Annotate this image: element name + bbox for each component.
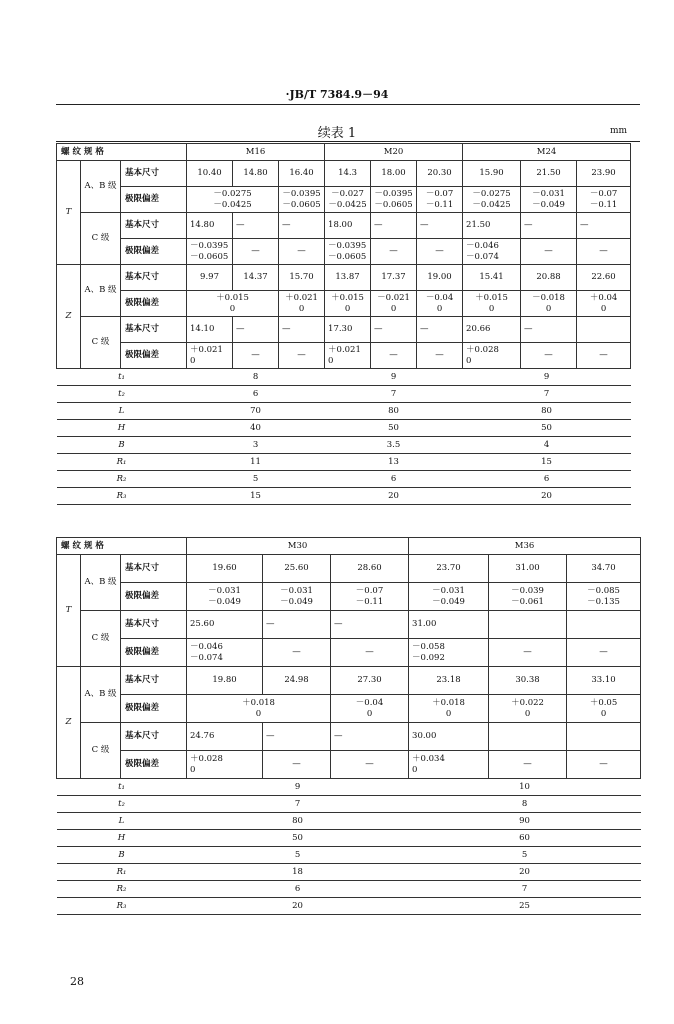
deviation-cell: — bbox=[567, 751, 641, 779]
dimension-label: R₃ bbox=[57, 898, 187, 915]
spec-header: 螺 纹 规 格 bbox=[57, 144, 187, 161]
basic-size-cell: 17.30 bbox=[325, 317, 371, 343]
dimension-value: 9 bbox=[463, 369, 631, 386]
basic-size-cell: 14.80 bbox=[187, 213, 233, 239]
table-row bbox=[57, 213, 631, 239]
deviation-label: 极限偏差 bbox=[121, 639, 187, 667]
deviation-cell: ＋0.015 0 bbox=[463, 291, 521, 317]
table-row bbox=[57, 144, 631, 161]
deviation-cell: －0.04 0 bbox=[417, 291, 463, 317]
deviation-cell: －0.085 －0.135 bbox=[567, 583, 641, 611]
deviation-cell: ＋0.022 0 bbox=[489, 695, 567, 723]
deviation-cell: — bbox=[577, 343, 631, 369]
table-row bbox=[57, 471, 631, 488]
deviation-cell: — bbox=[233, 239, 279, 265]
basic-size-cell: — bbox=[521, 317, 577, 343]
page-number: 28 bbox=[70, 975, 84, 988]
standard-header: ·JB/T 7384.9－94 bbox=[285, 88, 389, 101]
dimension-value: 18 bbox=[187, 864, 409, 881]
dimension-value: 50 bbox=[325, 420, 463, 437]
basic-size-cell: 20.66 bbox=[463, 317, 521, 343]
grade-c-label: C 级 bbox=[81, 317, 121, 369]
table-row bbox=[57, 386, 631, 403]
dimension-label: H bbox=[57, 830, 187, 847]
dimension-value: 10 bbox=[409, 779, 641, 796]
basic-size-cell bbox=[489, 611, 567, 639]
table-row bbox=[57, 751, 641, 779]
dimension-value: 60 bbox=[409, 830, 641, 847]
deviation-cell: －0.031 －0.049 bbox=[409, 583, 489, 611]
grade-ab-label: A、B 级 bbox=[81, 265, 121, 317]
dimension-value: 40 bbox=[187, 420, 325, 437]
dimension-value: 15 bbox=[463, 454, 631, 471]
basic-size-cell: 22.60 bbox=[577, 265, 631, 291]
dimension-value: 7 bbox=[463, 386, 631, 403]
deviation-label: 极限偏差 bbox=[121, 751, 187, 779]
deviation-cell: －0.031 －0.049 bbox=[187, 583, 263, 611]
header-rule bbox=[56, 104, 640, 105]
deviation-cell: — bbox=[371, 343, 417, 369]
dimension-value: 50 bbox=[187, 830, 409, 847]
dimension-label: B bbox=[57, 847, 187, 864]
basic-size-cell: — bbox=[331, 611, 409, 639]
deviation-label: 极限偏差 bbox=[121, 239, 187, 265]
table-row bbox=[57, 611, 641, 639]
table-row bbox=[57, 161, 631, 187]
deviation-cell: ＋0.028 0 bbox=[463, 343, 521, 369]
basic-size-cell bbox=[567, 611, 641, 639]
deviation-cell: ＋0.034 0 bbox=[409, 751, 489, 779]
dimension-label: R₃ bbox=[57, 488, 187, 505]
deviation-cell: －0.07 －0.11 bbox=[577, 187, 631, 213]
basic-size-cell: 20.30 bbox=[417, 161, 463, 187]
basic-size-cell: 17.37 bbox=[371, 265, 417, 291]
basic-size-cell: 10.40 bbox=[187, 161, 233, 187]
table-row bbox=[57, 454, 631, 471]
dimension-label: R₁ bbox=[57, 864, 187, 881]
deviation-cell: ＋0.04 0 bbox=[577, 291, 631, 317]
deviation-cell: －0.031 －0.049 bbox=[263, 583, 331, 611]
dimension-label: H bbox=[57, 420, 187, 437]
deviation-cell: — bbox=[489, 639, 567, 667]
deviation-cell: ＋0.028 0 bbox=[187, 751, 263, 779]
dimension-value: 13 bbox=[325, 454, 463, 471]
deviation-cell: — bbox=[371, 239, 417, 265]
basic-size-cell: 15.90 bbox=[463, 161, 521, 187]
basic-size-cell: 24.98 bbox=[263, 667, 331, 695]
deviation-cell: －0.0395 －0.0605 bbox=[325, 239, 371, 265]
table-row bbox=[57, 555, 641, 583]
dimension-label: R₂ bbox=[57, 881, 187, 898]
basic-size-cell: 19.00 bbox=[417, 265, 463, 291]
basic-size-cell: 25.60 bbox=[187, 611, 263, 639]
dimension-value: 6 bbox=[187, 881, 409, 898]
dimension-value: 7 bbox=[187, 796, 409, 813]
deviation-cell: ＋0.05 0 bbox=[567, 695, 641, 723]
basic-size-cell: — bbox=[577, 213, 631, 239]
basic-size-cell: 18.00 bbox=[325, 213, 371, 239]
dimension-value: 20 bbox=[325, 488, 463, 505]
deviation-cell: — bbox=[279, 343, 325, 369]
dimension-value: 3 bbox=[187, 437, 325, 454]
table-row bbox=[57, 779, 641, 796]
dimension-value: 25 bbox=[409, 898, 641, 915]
basic-size-cell: — bbox=[371, 317, 417, 343]
basic-size-cell: 34.70 bbox=[567, 555, 641, 583]
basic-size-label: 基本尺寸 bbox=[121, 611, 187, 639]
spec-column-header: M16 bbox=[187, 144, 325, 161]
deviation-cell: －0.046 －0.074 bbox=[187, 639, 263, 667]
deviation-cell: ＋0.021 0 bbox=[187, 343, 233, 369]
deviation-cell: －0.0395 －0.0605 bbox=[279, 187, 325, 213]
dimension-label: B bbox=[57, 437, 187, 454]
dimension-value: 9 bbox=[325, 369, 463, 386]
basic-size-cell: 18.00 bbox=[371, 161, 417, 187]
table-row bbox=[57, 813, 641, 830]
basic-size-cell: — bbox=[279, 213, 325, 239]
table-row bbox=[57, 291, 631, 317]
table-row bbox=[57, 437, 631, 454]
deviation-cell: －0.04 0 bbox=[331, 695, 409, 723]
grade-ab-label: A、B 级 bbox=[81, 555, 121, 611]
basic-size-cell: 20.88 bbox=[521, 265, 577, 291]
table-caption: 续表 1 bbox=[317, 126, 357, 141]
basic-size-cell: — bbox=[371, 213, 417, 239]
dimension-value: 20 bbox=[409, 864, 641, 881]
basic-size-cell: — bbox=[417, 213, 463, 239]
table-row bbox=[57, 639, 641, 667]
dimension-label: R₁ bbox=[57, 454, 187, 471]
grade-c-label: C 级 bbox=[81, 611, 121, 667]
dimension-value: 90 bbox=[409, 813, 641, 830]
basic-size-cell: 13.87 bbox=[325, 265, 371, 291]
basic-size-cell: 30.00 bbox=[409, 723, 489, 751]
deviation-cell: －0.07 －0.11 bbox=[331, 583, 409, 611]
dimension-value: 80 bbox=[187, 813, 409, 830]
spec-column-header: M24 bbox=[463, 144, 631, 161]
table-row bbox=[57, 488, 631, 505]
grade-ab-label: A、B 级 bbox=[81, 667, 121, 723]
deviation-cell: — bbox=[521, 239, 577, 265]
deviation-label: 极限偏差 bbox=[121, 583, 187, 611]
basic-size-cell: 23.90 bbox=[577, 161, 631, 187]
deviation-label: 极限偏差 bbox=[121, 187, 187, 213]
basic-size-label: 基本尺寸 bbox=[121, 213, 187, 239]
dimension-value: 8 bbox=[187, 369, 325, 386]
deviation-cell: — bbox=[417, 239, 463, 265]
dimension-value: 7 bbox=[325, 386, 463, 403]
basic-size-cell: — bbox=[233, 317, 279, 343]
basic-size-cell: 14.80 bbox=[233, 161, 279, 187]
dimension-value: 15 bbox=[187, 488, 325, 505]
basic-size-cell: 14.10 bbox=[187, 317, 233, 343]
basic-size-cell: 31.00 bbox=[409, 611, 489, 639]
dimension-label: L bbox=[57, 403, 187, 420]
deviation-cell: — bbox=[489, 751, 567, 779]
table-row bbox=[57, 796, 641, 813]
spec-column-header: M20 bbox=[325, 144, 463, 161]
deviation-cell: －0.018 0 bbox=[521, 291, 577, 317]
basic-size-cell: 25.60 bbox=[263, 555, 331, 583]
basic-size-cell: 28.60 bbox=[331, 555, 409, 583]
basic-size-cell: 19.60 bbox=[187, 555, 263, 583]
dimension-value: 6 bbox=[463, 471, 631, 488]
deviation-cell: — bbox=[263, 639, 331, 667]
deviation-label: 极限偏差 bbox=[121, 291, 187, 317]
deviation-cell: －0.07 －0.11 bbox=[417, 187, 463, 213]
dimension-label: t₁ bbox=[57, 369, 187, 386]
dimension-value: 11 bbox=[187, 454, 325, 471]
deviation-cell: — bbox=[331, 751, 409, 779]
table-row bbox=[57, 723, 641, 751]
basic-size-cell bbox=[567, 723, 641, 751]
section-z-label: Z bbox=[57, 667, 81, 779]
deviation-cell: — bbox=[263, 751, 331, 779]
dimension-value: 5 bbox=[187, 847, 409, 864]
dimension-value: 3.5 bbox=[325, 437, 463, 454]
deviation-cell: －0.0275 －0.0425 bbox=[187, 187, 279, 213]
dimension-value: 6 bbox=[325, 471, 463, 488]
dimension-label: L bbox=[57, 813, 187, 830]
deviation-cell: ＋0.021 0 bbox=[279, 291, 325, 317]
deviation-cell: －0.031 －0.049 bbox=[521, 187, 577, 213]
dimension-value: 7 bbox=[409, 881, 641, 898]
basic-size-cell: 15.41 bbox=[463, 265, 521, 291]
basic-size-cell: 21.50 bbox=[463, 213, 521, 239]
basic-size-cell: — bbox=[331, 723, 409, 751]
table-row bbox=[57, 881, 641, 898]
basic-size-cell: 21.50 bbox=[521, 161, 577, 187]
deviation-cell: －0.046 －0.074 bbox=[463, 239, 521, 265]
deviation-cell: ＋0.015 0 bbox=[325, 291, 371, 317]
dimension-value: 8 bbox=[409, 796, 641, 813]
deviation-cell: －0.0395 －0.0605 bbox=[371, 187, 417, 213]
table-row bbox=[57, 317, 631, 343]
grade-c-label: C 级 bbox=[81, 723, 121, 779]
deviation-cell: — bbox=[233, 343, 279, 369]
table-row bbox=[57, 583, 641, 611]
deviation-cell: — bbox=[417, 343, 463, 369]
basic-size-cell: 23.18 bbox=[409, 667, 489, 695]
basic-size-cell: 14.37 bbox=[233, 265, 279, 291]
deviation-cell: －0.021 0 bbox=[371, 291, 417, 317]
dimension-value: 20 bbox=[463, 488, 631, 505]
basic-size-cell: 30.38 bbox=[489, 667, 567, 695]
dimension-label: t₂ bbox=[57, 796, 187, 813]
basic-size-cell: — bbox=[263, 723, 331, 751]
basic-size-cell: 24.76 bbox=[187, 723, 263, 751]
table-row bbox=[57, 830, 641, 847]
deviation-cell: — bbox=[331, 639, 409, 667]
deviation-cell: — bbox=[279, 239, 325, 265]
spec-header: 螺 纹 规 格 bbox=[57, 538, 187, 555]
section-t-label: T bbox=[57, 555, 81, 667]
table-row bbox=[57, 695, 641, 723]
deviation-cell: — bbox=[567, 639, 641, 667]
basic-size-label: 基本尺寸 bbox=[121, 723, 187, 751]
section-t-label: T bbox=[57, 161, 81, 265]
deviation-cell: －0.058 －0.092 bbox=[409, 639, 489, 667]
basic-size-cell: 33.10 bbox=[567, 667, 641, 695]
table-row bbox=[57, 369, 631, 386]
deviation-cell: ＋0.018 0 bbox=[409, 695, 489, 723]
deviation-cell: －0.0275 －0.0425 bbox=[463, 187, 521, 213]
basic-size-label: 基本尺寸 bbox=[121, 667, 187, 695]
dimension-value: 4 bbox=[463, 437, 631, 454]
deviation-cell: －0.0395 －0.0605 bbox=[187, 239, 233, 265]
grade-c-label: C 级 bbox=[81, 213, 121, 265]
basic-size-cell bbox=[489, 723, 567, 751]
deviation-cell: －0.027 －0.0425 bbox=[325, 187, 371, 213]
table-row bbox=[57, 667, 641, 695]
deviation-cell: ＋0.018 0 bbox=[187, 695, 331, 723]
deviation-cell: ＋0.021 0 bbox=[325, 343, 371, 369]
basic-size-cell: — bbox=[521, 213, 577, 239]
table-row bbox=[57, 187, 631, 213]
basic-size-cell: 23.70 bbox=[409, 555, 489, 583]
dimension-label: t₁ bbox=[57, 779, 187, 796]
basic-size-cell: 31.00 bbox=[489, 555, 567, 583]
section-z-label: Z bbox=[57, 265, 81, 369]
table-top-rule bbox=[56, 141, 640, 142]
dimension-label: t₂ bbox=[57, 386, 187, 403]
dimension-value: 9 bbox=[187, 779, 409, 796]
basic-size-label: 基本尺寸 bbox=[121, 555, 187, 583]
table-row bbox=[57, 343, 631, 369]
spec-column-header: M36 bbox=[409, 538, 641, 555]
basic-size-cell bbox=[577, 317, 631, 343]
spec-column-header: M30 bbox=[187, 538, 409, 555]
table-row bbox=[57, 420, 631, 437]
table-row bbox=[57, 239, 631, 265]
basic-size-cell: — bbox=[263, 611, 331, 639]
spec-table-m30-m36 bbox=[56, 537, 641, 915]
grade-ab-label: A、B 级 bbox=[81, 161, 121, 213]
basic-size-cell: — bbox=[233, 213, 279, 239]
deviation-cell: ＋0.015 0 bbox=[187, 291, 279, 317]
table-row bbox=[57, 538, 641, 555]
deviation-label: 极限偏差 bbox=[121, 695, 187, 723]
dimension-value: 5 bbox=[187, 471, 325, 488]
table-row bbox=[57, 847, 641, 864]
basic-size-label: 基本尺寸 bbox=[121, 161, 187, 187]
basic-size-cell: 16.40 bbox=[279, 161, 325, 187]
deviation-label: 极限偏差 bbox=[121, 343, 187, 369]
basic-size-cell: 9.97 bbox=[187, 265, 233, 291]
dimension-value: 80 bbox=[463, 403, 631, 420]
basic-size-cell: — bbox=[279, 317, 325, 343]
basic-size-cell: 14.3 bbox=[325, 161, 371, 187]
basic-size-label: 基本尺寸 bbox=[121, 317, 187, 343]
dimension-label: R₂ bbox=[57, 471, 187, 488]
basic-size-label: 基本尺寸 bbox=[121, 265, 187, 291]
dimension-value: 80 bbox=[325, 403, 463, 420]
dimension-value: 50 bbox=[463, 420, 631, 437]
dimension-value: 5 bbox=[409, 847, 641, 864]
deviation-cell: — bbox=[577, 239, 631, 265]
deviation-cell: －0.039 －0.061 bbox=[489, 583, 567, 611]
table-row bbox=[57, 898, 641, 915]
basic-size-cell: 27.30 bbox=[331, 667, 409, 695]
dimension-value: 70 bbox=[187, 403, 325, 420]
basic-size-cell: 19.80 bbox=[187, 667, 263, 695]
deviation-cell: — bbox=[521, 343, 577, 369]
basic-size-cell: — bbox=[417, 317, 463, 343]
table-row bbox=[57, 403, 631, 420]
table-row bbox=[57, 265, 631, 291]
unit-label: mm bbox=[610, 126, 628, 136]
table-row bbox=[57, 864, 641, 881]
spec-table-m16-m24 bbox=[56, 143, 631, 505]
basic-size-cell: 15.70 bbox=[279, 265, 325, 291]
dimension-value: 6 bbox=[187, 386, 325, 403]
dimension-value: 20 bbox=[187, 898, 409, 915]
